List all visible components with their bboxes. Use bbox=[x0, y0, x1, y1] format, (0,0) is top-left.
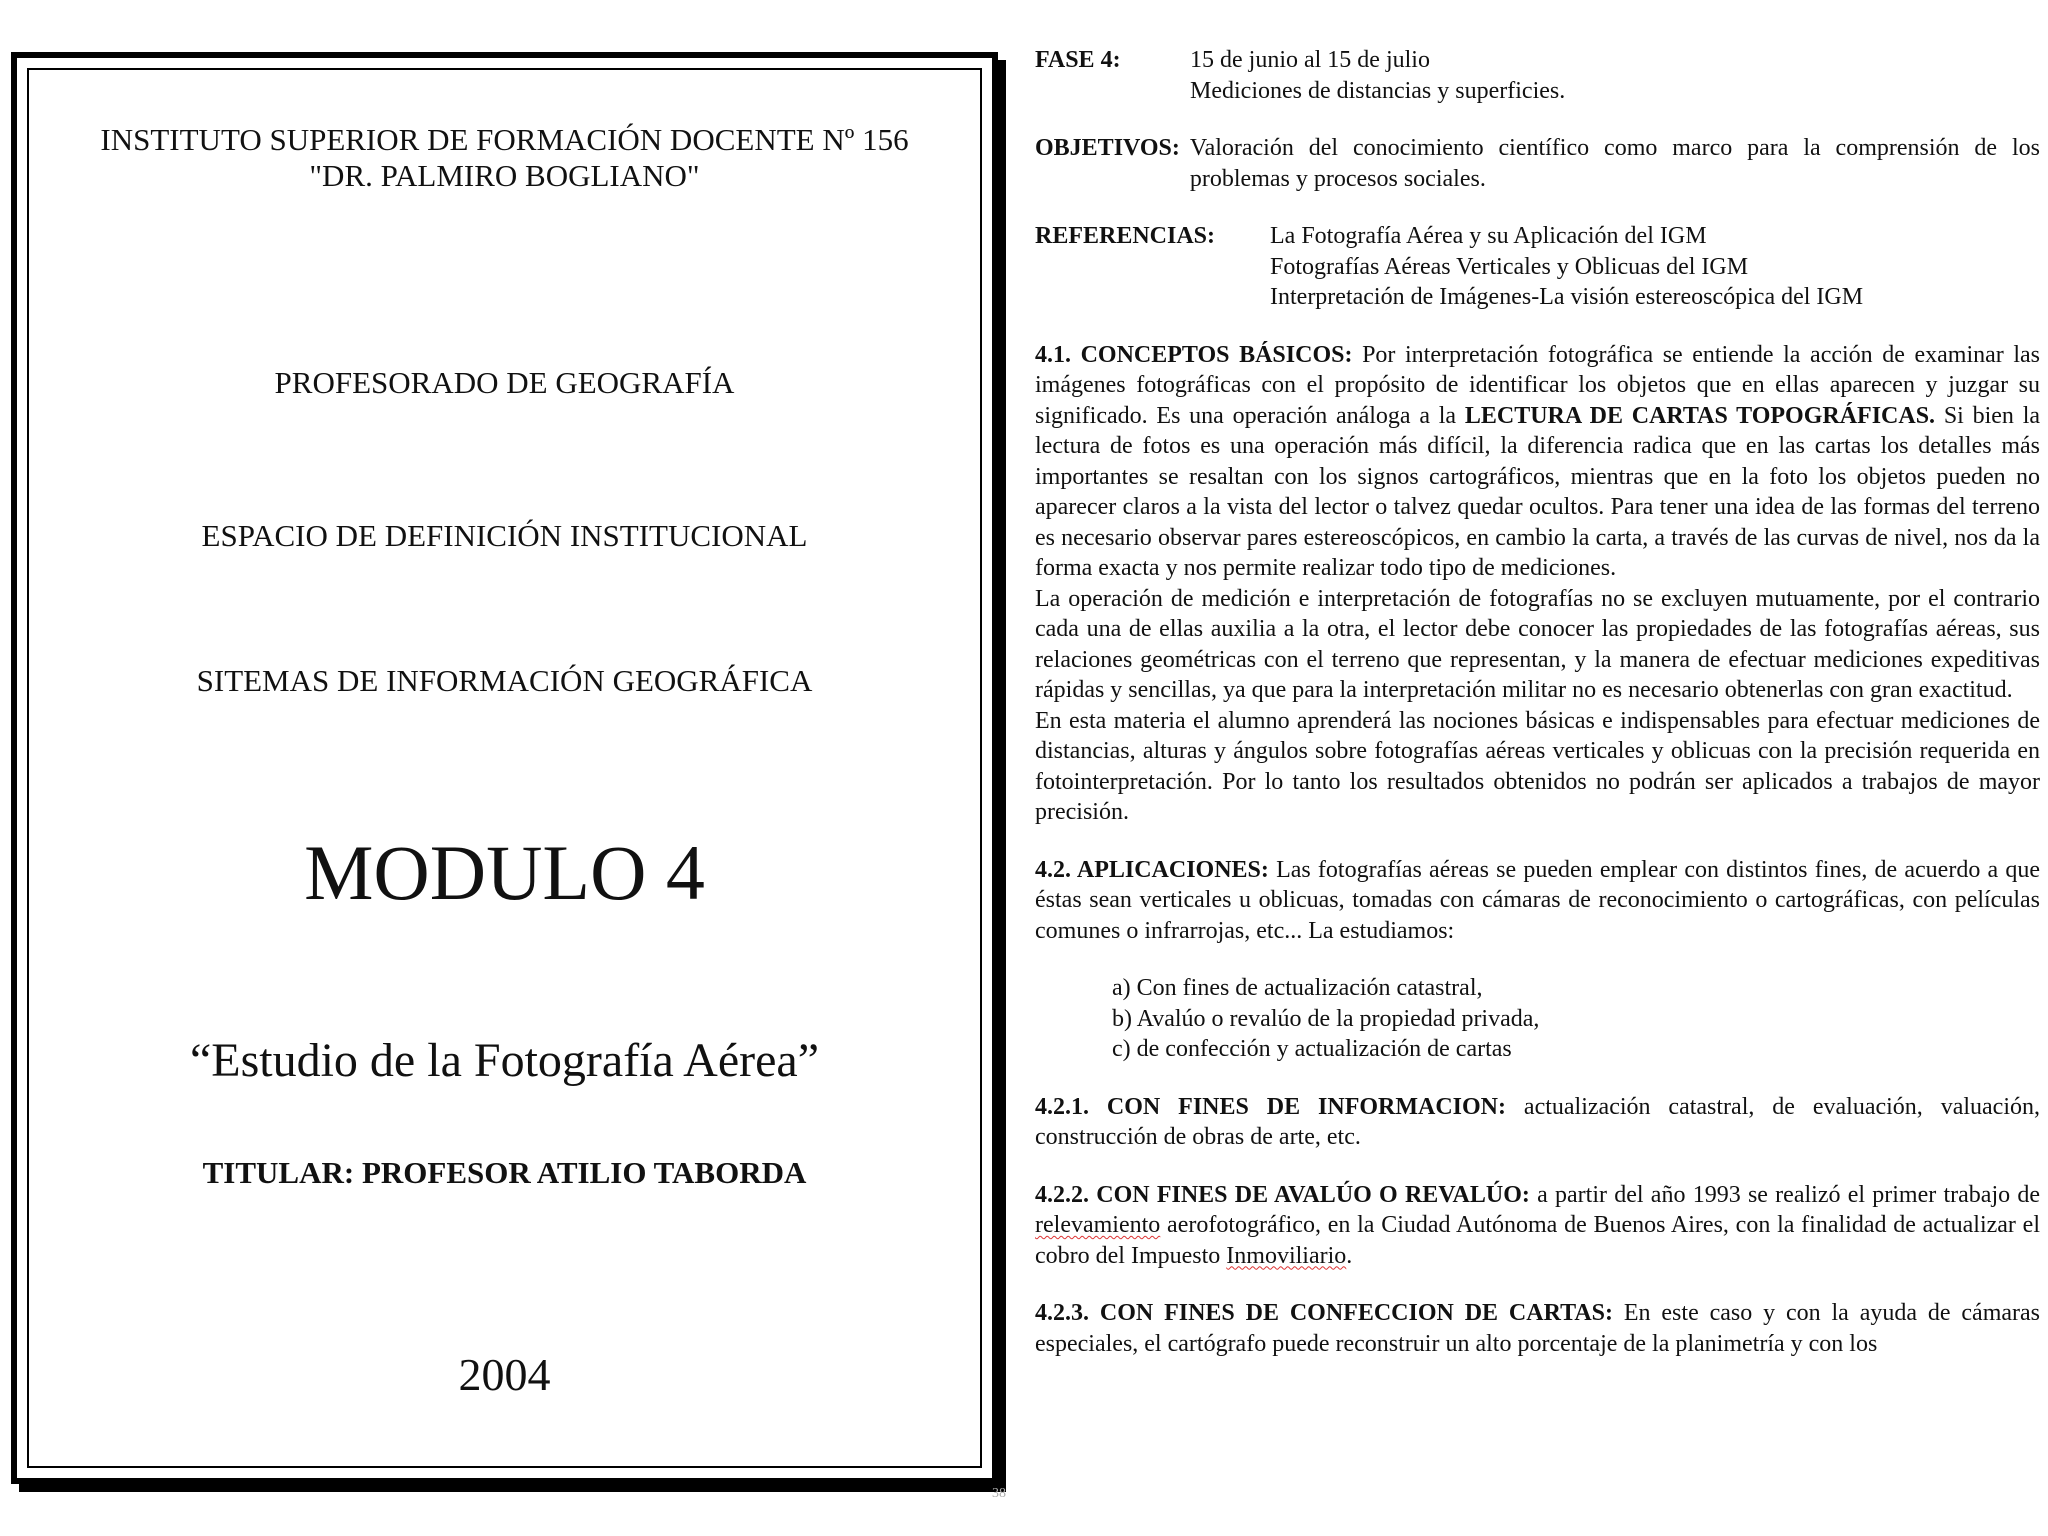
institute-name bbox=[29, 122, 980, 194]
page-number: 38 bbox=[992, 1486, 1006, 1501]
objectives-label: OBJETIVOS: bbox=[1035, 135, 1180, 161]
module-title: MODULO 4 bbox=[304, 829, 705, 916]
spellcheck-word: Inmoviliario bbox=[1226, 1242, 1347, 1269]
phase-block bbox=[1035, 45, 2040, 106]
section-4-2-1-heading: 4.2.1. CON FINES DE INFORMACION: bbox=[1035, 1093, 1506, 1120]
cover-page bbox=[11, 52, 998, 1484]
phase-label: FASE 4: bbox=[1035, 47, 1121, 73]
section-4-1-paragraph-3: En esta materia el alumno aprenderá las nociones básicas e indispensables para efectuar mediciones de distancias, alturas y ángulos sobre fotografías aéreas verticales y oblicuas con la precisión requerida en fotointerpretación. Por lo tanto los resultados obtenidos no podrán ser aplicados a trabajos de mayor precisión. bbox=[1035, 707, 2040, 825]
study-title: “Estudio de la Fotografía Aérea” bbox=[189, 1034, 820, 1087]
program-title: PROFESORADO DE GEOGRAFÍA bbox=[274, 365, 735, 400]
text-page bbox=[1035, 45, 2040, 1359]
section-4-2-heading: 4.2. APLICACIONES: bbox=[1035, 856, 1269, 883]
reference-item: Fotografías Aéreas Verticales y Oblicuas del IGM bbox=[1270, 253, 1749, 280]
institute-line-1: INSTITUTO SUPERIOR DE FORMACIÓN DOCENTE Nº 156 bbox=[100, 122, 909, 157]
section-4-1-bold-term: LECTURA DE CARTAS TOPOGRÁFICAS. bbox=[1464, 402, 1936, 429]
section-4-1-paragraph-2: La operación de medición e interpretación de fotografías no se excluyen mutuamente, por el contrario cada una de ellas auxilia a la otra, el lector debe conocer las propiedades de las fotografías aéreas, sus relaciones geométricas con el terreno que representan, y la manera de efectuar mediciones expeditivas rápidas y sencillas, ya que para la interpretación militar no es necesario obtenerlas con gran exactitud. bbox=[1035, 585, 2040, 703]
reference-item: Interpretación de Imágenes-La visión estereoscópica del IGM bbox=[1270, 284, 1864, 310]
list-item: c) de confección y actualización de cartas bbox=[1112, 1036, 1512, 1062]
section-4-2-2-text-a: a partir del año 1993 se realizó el primer trabajo de bbox=[1537, 1181, 2041, 1208]
objectives-text: Valoración del conocimiento científico como marco para la comprensión de los problemas y procesos sociales. bbox=[1189, 135, 2040, 192]
references-label: REFERENCIAS: bbox=[1035, 223, 1216, 249]
objectives-block bbox=[1035, 133, 2040, 194]
section-4-2-3-text: En este caso y con la ayuda de cámaras especiales, el cartógrafo puede reconstruir un alto porcentaje de la planimetría y con los bbox=[1035, 1300, 2041, 1357]
section-4-2-1-paragraph bbox=[1035, 1092, 2040, 1153]
cover-year: 2004 bbox=[458, 1349, 551, 1400]
section-4-1-text-b: Si bien la lectura de fotos es una operación más difícil, la diferencia radica que en las cartas los detalles más importantes se resaltan con los signos cartográficos, mientras que en la foto los objetos pueden no aparecer claros a la vista del lector o talvez quedar ocultos. Para tener una idea de las formas del terreno es necesario observar pares estereoscópicos, en cambio la carta, a través de las curvas de nivel, nos da la forma exacta y nos permite realizar todo tipo de mediciones. bbox=[1035, 402, 2041, 581]
subject-title: SITEMAS DE INFORMACIÓN GEOGRÁFICA bbox=[196, 663, 813, 698]
applications-list bbox=[1035, 973, 2040, 1065]
institute-line-2: "DR. PALMIRO BOGLIANO" bbox=[309, 158, 700, 193]
reference-item: La Fotografía Aérea y su Aplicación del IGM bbox=[1270, 223, 1707, 249]
section-4-2-2-paragraph bbox=[1035, 1180, 2040, 1272]
section-4-2-paragraph bbox=[1035, 855, 2040, 947]
spellcheck-word: relevamiento bbox=[1035, 1212, 1161, 1238]
section-4-2-3-paragraph bbox=[1035, 1298, 2040, 1359]
section-4-1-text-a: Por interpretación fotográfica se entiende la acción de examinar las imágenes fotográficas con el propósito de identificar los objetos que en ellas aparecen y juzgar su significado. Es una operación análoga a la bbox=[1035, 341, 2041, 429]
section-4-2-text: Las fotografías aéreas se pueden emplear con distintos fines, de acuerdo a que éstas sean verticales u oblicuas, tomadas con cámaras de reconocimiento o cartográficas, con películas comunes o infrarrojas, etc... La estudiamos: bbox=[1035, 856, 2040, 944]
section-4-2-3-heading: 4.2.3. CON FINES DE CONFECCION DE CARTAS: bbox=[1035, 1300, 1613, 1326]
list-item: b) Avalúo o revalúo de la propiedad privada, bbox=[1112, 1005, 1540, 1032]
phase-dates: 15 de junio al 15 de julio bbox=[1190, 47, 1430, 73]
titular-line: TITULAR: PROFESOR ATILIO TABORDA bbox=[202, 1155, 807, 1190]
phase-topic: Mediciones de distancias y superficies. bbox=[1190, 77, 1566, 104]
cover-inner-frame bbox=[27, 68, 982, 1468]
section-4-2-2-heading: 4.2.2. CON FINES DE AVALÚO O REVALÚO: bbox=[1035, 1181, 1530, 1208]
section-4-2-2-text-b: aerofotográfico, en la Ciudad Autónoma de Buenos Aires, con la finalidad de actualizar el cobro del Impuesto bbox=[1035, 1212, 2040, 1269]
list-item: a) Con fines de actualización catastral, bbox=[1112, 975, 1483, 1001]
section-4-2-2-text-c: . bbox=[1346, 1242, 1353, 1269]
references-block bbox=[1035, 221, 2040, 313]
section-4-1-paragraph-1 bbox=[1035, 340, 2040, 584]
section-4-2-1-text: actualización catastral, de evaluación, valuación, construcción de obras de arte, etc. bbox=[1035, 1093, 2041, 1150]
space-title: ESPACIO DE DEFINICIÓN INSTITUCIONAL bbox=[201, 518, 808, 553]
section-4-1-heading: 4.1. CONCEPTOS BÁSICOS: bbox=[1035, 341, 1353, 368]
